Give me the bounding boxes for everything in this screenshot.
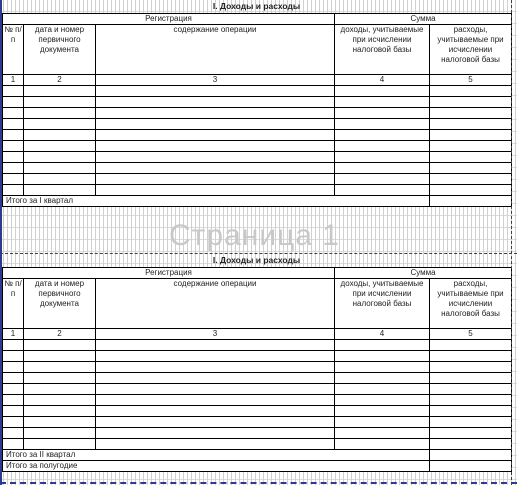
total-income-cell[interactable]	[335, 196, 430, 207]
section-title: I. Доходы и расходы	[212, 1, 301, 11]
table-row[interactable]	[3, 406, 512, 417]
table-row[interactable]	[3, 97, 512, 108]
col-number-cell: 5	[430, 75, 512, 86]
table-row[interactable]	[3, 362, 512, 373]
table-row[interactable]	[3, 141, 512, 152]
table-row[interactable]	[3, 119, 512, 130]
col-expense-header: расходы, учитываемые при исчислении налоговой базы	[430, 279, 512, 329]
col-number-cell: 3	[96, 75, 335, 86]
table-row[interactable]	[3, 340, 512, 351]
col-date-header: дата и номер первичного документа	[24, 279, 96, 329]
table-row[interactable]	[3, 417, 512, 428]
sheet-border-left	[0, 0, 2, 485]
total-income-cell[interactable]	[335, 450, 430, 461]
col-number-cell: 1	[3, 329, 24, 340]
sum-header: Сумма	[335, 268, 512, 279]
table-row[interactable]	[3, 163, 512, 174]
col-income-header: доходы, учитываемые при исчислении налоговой базы	[335, 25, 430, 75]
col-number-cell: 2	[24, 329, 96, 340]
page-watermark: Страница 1	[169, 219, 340, 252]
sheet-border-bottom	[0, 482, 517, 484]
section-title: I. Доходы и расходы	[212, 255, 301, 265]
total-expense-cell[interactable]	[430, 450, 512, 461]
table-row[interactable]	[3, 395, 512, 406]
ledger-table	[2, 13, 512, 207]
table-row[interactable]	[3, 86, 512, 97]
table-row[interactable]	[3, 439, 512, 450]
table-row[interactable]	[3, 384, 512, 395]
col-content-header: содержание операции	[96, 279, 335, 329]
ledger-section-1	[2, 0, 511, 207]
col-number-cell: 2	[24, 75, 96, 86]
col-number-cell: 4	[335, 75, 430, 86]
col-expense-header: расходы, учитываемые при исчислении налоговой базы	[430, 25, 512, 75]
total-q2-label: Итого за II квартал	[3, 450, 335, 461]
table-row[interactable]	[3, 130, 512, 141]
col-date-header: дата и номер первичного документа	[24, 25, 96, 75]
ledger-section-2	[2, 254, 511, 472]
table-row[interactable]	[3, 373, 512, 384]
registration-header: Регистрация	[3, 268, 335, 279]
col-income-header: доходы, учитываемые при исчислении налоговой базы	[335, 279, 430, 329]
registration-header: Регистрация	[3, 14, 335, 25]
table-row[interactable]	[3, 108, 512, 119]
col-number-cell: 4	[335, 329, 430, 340]
col-number-cell: 5	[430, 329, 512, 340]
table-row[interactable]	[3, 351, 512, 362]
total-income-cell[interactable]	[335, 461, 430, 472]
col-num-header: № п/п	[3, 25, 24, 75]
ledger-table	[2, 267, 512, 472]
table-row[interactable]	[3, 428, 512, 439]
total-half-year-label: Итого за полугодие	[3, 461, 335, 472]
total-q1-label: Итого за I квартал	[3, 196, 335, 207]
table-row[interactable]	[3, 152, 512, 163]
table-row[interactable]	[3, 174, 512, 185]
total-expense-cell[interactable]	[430, 196, 512, 207]
total-expense-cell[interactable]	[430, 461, 512, 472]
sheet-border-right	[511, 0, 513, 485]
sum-header: Сумма	[335, 14, 512, 25]
col-number-cell: 3	[96, 329, 335, 340]
col-content-header: содержание операции	[96, 25, 335, 75]
col-num-header: № п/п	[3, 279, 24, 329]
col-number-cell: 1	[3, 75, 24, 86]
table-row[interactable]	[3, 185, 512, 196]
